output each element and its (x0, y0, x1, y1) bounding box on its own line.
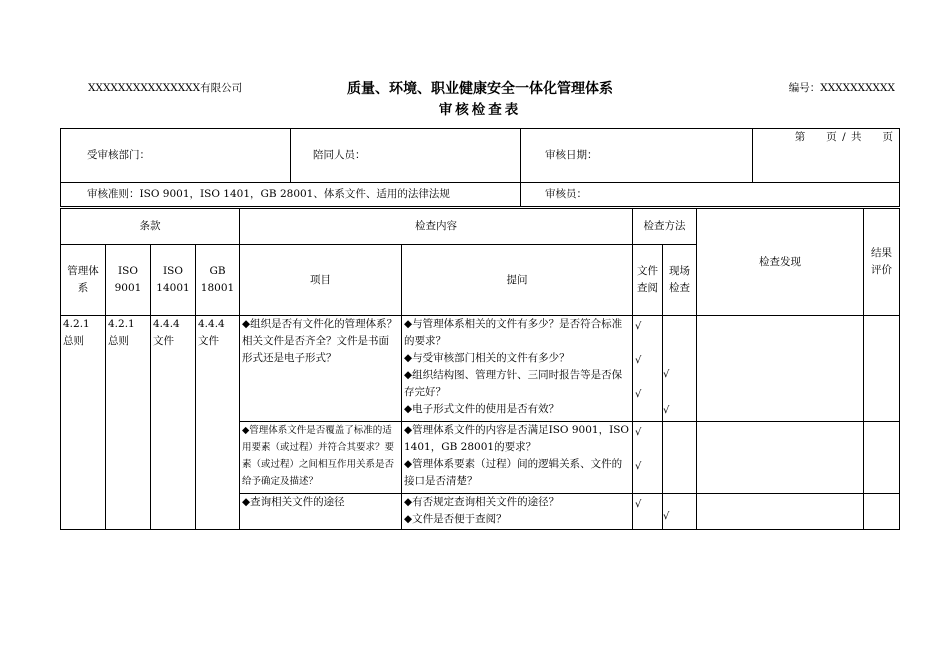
check-mark-icon: √ (635, 355, 642, 366)
check-mark-icon: √ (635, 499, 642, 510)
question-1c: ◆组织结构图、管理方针、三同时报告等是否保存完好？ (404, 369, 623, 398)
finding-1[interactable] (697, 316, 864, 422)
checklist-table (60, 208, 900, 530)
doc-check-2[interactable] (633, 422, 663, 494)
doc-check-1[interactable] (633, 316, 663, 422)
page-field: 第 页 / 共 页 (753, 129, 900, 183)
finding-header: 检查发现 (697, 209, 864, 316)
finding-2[interactable] (697, 422, 864, 494)
dept-field[interactable]: 受审核部门： (61, 129, 291, 183)
questions-1 (402, 316, 633, 422)
result-header: 结果评价 (864, 209, 900, 316)
auditor-field[interactable]: 审核员： (521, 183, 900, 207)
method-header: 检查方法 (633, 209, 697, 245)
site-check-2[interactable] (663, 422, 697, 494)
clause-header: 条款 (61, 209, 240, 245)
site-check-1[interactable] (663, 316, 697, 422)
iso9001-header: ISO 9001 (106, 245, 151, 316)
doc-review-header: 文件查阅 (633, 245, 663, 316)
finding-3[interactable] (697, 494, 864, 530)
question-2a: ◆管理体系文件的内容是否满足ISO 9001，ISO 1401，GB 28001的要求？ (404, 424, 630, 453)
company-name: XXXXXXXXXXXXXXX有限公司 (88, 82, 243, 94)
iso9001-clause: 4.2.1 总则 (106, 316, 151, 530)
doc-check-3[interactable] (633, 494, 663, 530)
question-3b: ◆文件是否便于查阅？ (404, 513, 507, 525)
question-3a: ◆有否规定查询相关文件的途径？ (404, 496, 560, 508)
question-1a: ◆与管理体系相关的文件有多少？是否符合标准的要求？ (404, 318, 623, 347)
item-1: ◆组织是否有文件化的管理体系？相关文件是否齐全？文件是书面形式还是电子形式？ (240, 316, 402, 422)
check-mark-icon: √ (635, 389, 642, 400)
mgmt-system-header: 管理体系 (61, 245, 106, 316)
site-check-3[interactable] (663, 494, 697, 530)
question-2b: ◆管理体系要素（过程）间的逻辑关系、文件的接口是否清楚？ (404, 458, 623, 487)
check-mark-icon: √ (663, 405, 670, 416)
audit-info-table (60, 128, 900, 207)
check-mark-icon: √ (635, 321, 642, 332)
gb18001-clause: 4.4.4 文件 (196, 316, 240, 530)
question-1d: ◆电子形式文件的使用是否有效？ (404, 403, 560, 415)
mgmt-clause: 4.2.1 总则 (61, 316, 106, 530)
result-2[interactable] (864, 422, 900, 494)
document-number: 编号：XXXXXXXXXX (788, 82, 895, 94)
audit-criteria: 审核准则：ISO 9001，ISO 1401，GB 28001、体系文件、适用的法律法规 (61, 183, 521, 207)
iso14001-clause: 4.4.4 文件 (151, 316, 196, 530)
escort-field[interactable]: 陪同人员： (291, 129, 521, 183)
item-3: ◆查询相关文件的途径 (240, 494, 402, 530)
check-mark-icon: √ (635, 461, 642, 472)
gb18001-header: GB 18001 (196, 245, 240, 316)
iso14001-header: ISO 14001 (151, 245, 196, 316)
site-check-header: 现场检查 (663, 245, 697, 316)
question-1b: ◆与受审核部门相关的文件有多少？ (404, 352, 570, 364)
questions-2 (402, 422, 633, 494)
content-header: 检查内容 (240, 209, 633, 245)
result-3[interactable] (864, 494, 900, 530)
document-title: 质量、环境、职业健康安全一体化管理体系 (347, 81, 613, 97)
check-mark-icon: √ (663, 369, 670, 380)
result-1[interactable] (864, 316, 900, 422)
item-2: ◆管理体系文件是否覆盖了标准的适用要素（或过程）并符合其要求？要素（或过程）之间相互作用关系是否给予确定及描述？ (240, 422, 402, 494)
item-header: 项目 (240, 245, 402, 316)
question-header: 提问 (402, 245, 633, 316)
questions-3 (402, 494, 633, 530)
date-field[interactable]: 审核日期： (521, 129, 753, 183)
check-mark-icon: √ (635, 427, 642, 438)
document-subtitle: 审核检查表 (438, 102, 522, 118)
check-mark-icon: √ (663, 511, 670, 522)
